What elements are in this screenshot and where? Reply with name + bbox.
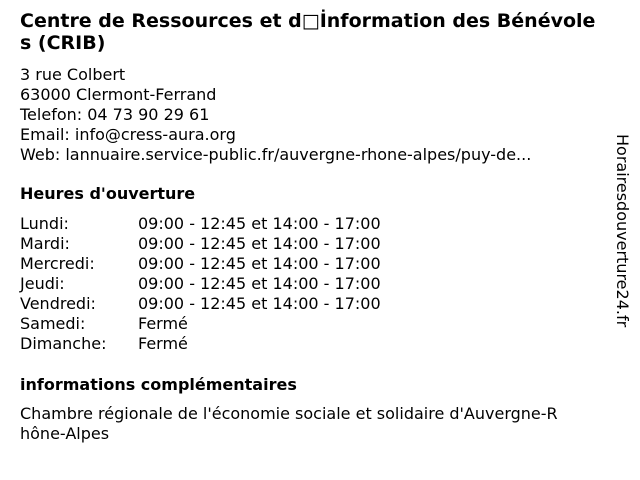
- phone-number: Telefon: 04 73 90 29 61: [20, 105, 210, 124]
- hours-row-wednesday: [20, 254, 381, 274]
- hours-row-saturday: [20, 314, 381, 334]
- hours-value: 09:00 - 12:45 et 14:00 - 17:00: [138, 234, 381, 253]
- email-address: Email: info@cress-aura.org: [20, 125, 236, 144]
- day-label: Lundi:: [20, 214, 69, 233]
- day-label: Jeudi:: [20, 274, 65, 293]
- day-label: Mercredi:: [20, 254, 95, 273]
- hours-value: Fermé: [138, 314, 188, 333]
- day-label: Dimanche:: [20, 334, 107, 353]
- site-watermark: Horairesdouverture24.fr: [613, 134, 632, 328]
- page-title: Centre de Ressources et d□İnformation des Bénévoles (CRIB): [20, 10, 596, 54]
- hours-row-friday: [20, 294, 381, 314]
- hours-value: 09:00 - 12:45 et 14:00 - 17:00: [138, 294, 381, 313]
- day-label: Vendredi:: [20, 294, 96, 313]
- opening-hours-table: [20, 214, 381, 354]
- opening-hours-heading: Heures d'ouverture: [20, 184, 196, 203]
- address-street: 3 rue Colbert: [20, 65, 126, 84]
- hours-value: 09:00 - 12:45 et 14:00 - 17:00: [138, 274, 381, 293]
- hours-value: 09:00 - 12:45 et 14:00 - 17:00: [138, 254, 381, 273]
- day-label: Samedi:: [20, 314, 86, 333]
- hours-row-sunday: [20, 334, 381, 354]
- address-block: [20, 65, 600, 165]
- hours-value: Fermé: [138, 334, 188, 353]
- hours-row-tuesday: [20, 234, 381, 254]
- address-city: 63000 Clermont-Ferrand: [20, 85, 217, 104]
- hours-row-monday: [20, 214, 381, 234]
- additional-info-heading: informations complémentaires: [20, 375, 297, 394]
- website-link: Web: lannuaire.service-public.fr/auvergne-rhone-alpes/puy-de...: [20, 145, 532, 164]
- hours-row-thursday: [20, 274, 381, 294]
- hours-value: 09:00 - 12:45 et 14:00 - 17:00: [138, 214, 381, 233]
- day-label: Mardi:: [20, 234, 70, 253]
- additional-info-text: Chambre régionale de l'économie sociale et solidaire d'Auvergne-Rhône-Alpes: [20, 404, 558, 443]
